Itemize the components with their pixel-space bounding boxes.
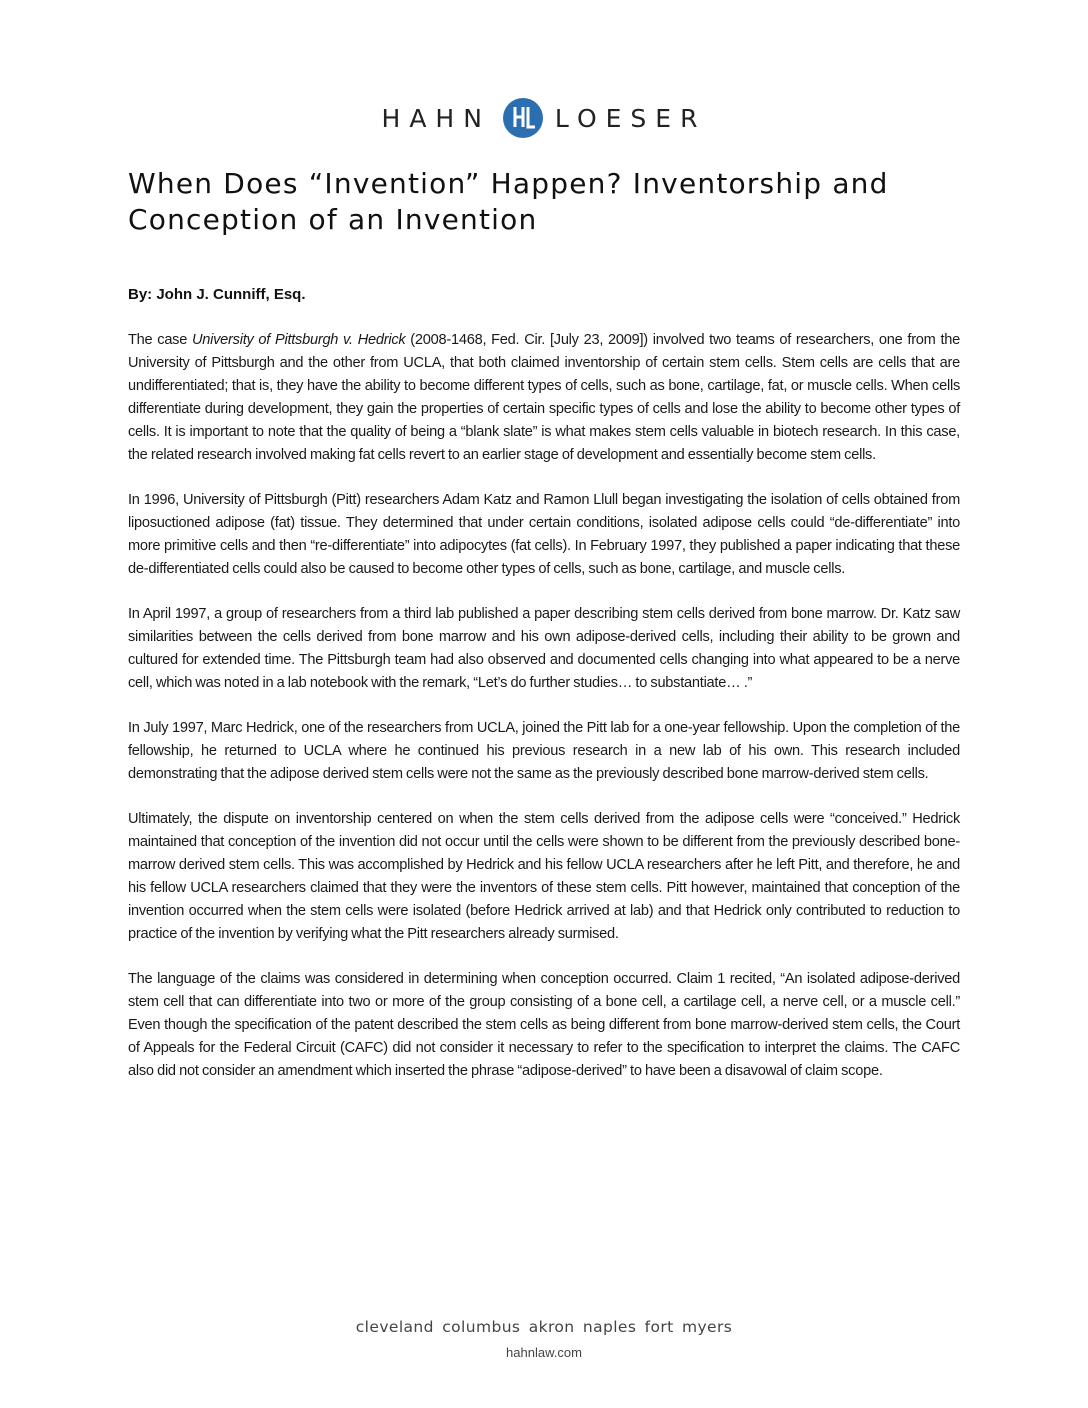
case-name: University of Pittsburgh v. Hedrick: [191, 332, 406, 348]
firm-logo: [0, 96, 1088, 140]
paragraph-2: In 1996, University of Pittsburgh (Pitt) researchers Adam Katz and Ramon Llull began investigating the isolation of cells obtained from liposuctioned adipose (fat) tissue. They determined that under certain conditions, isolated adipose cells could “de-differentiate” into more primitive cells and then “re-differentiate” into adipocytes (fat cells). In February 1997, they published a paper indicating that these de-differentiated cells could also be caused to become other types of cells, such as bone, cartilage, and muscle cells.: [128, 492, 960, 577]
article-body: [128, 329, 960, 1105]
paragraph-4: In July 1997, Marc Hedrick, one of the researchers from UCLA, joined the Pitt lab for a one-year fellowship. Upon the completion of the fellowship, he returned to UCLA where he continued his previous research in a new lab of his own. This research included demonstrating that the adipose derived stem cells were not the same as the previously described bone marrow-derived stem cells.: [128, 720, 960, 782]
paragraph-1-lead: The case: [128, 332, 192, 348]
footer-office-cities: cleveland columbus akron naples fort myers: [355, 1318, 733, 1336]
logo-word-right: LOESER: [554, 103, 707, 133]
paragraph-6: The language of the claims was considered in determining when conception occurred. Claim 1 recited, “An isolated adipose-derived stem cell that can differentiate into two or more of the group consisting of a bone cell, a cartilage cell, a nerve cell, or a muscle cell.” Even though the specification of the patent described the stem cells as being different from bone marrow-derived stem cells, the Court of Appeals for the Federal Circuit (CAFC) did not consider it necessary to refer to the specification to interpret the claims. The CAFC also did not consider an amendment which inserted the phrase “adipose-derived” to have been a disavowal of claim scope.: [128, 971, 960, 1079]
hl-monogram-icon: [503, 98, 543, 138]
paragraph-1-rest: (2008-1468, Fed. Cir. [July 23, 2009]) involved two teams of researchers, one from the University of Pittsburgh and the other from UCLA, that both claimed inventorship of certain stem cells. Stem cells are cells that are undifferentiated; that is, they have the ability to become different types of cells, such as bone, cartilage, fat, or muscle cells. When cells differentiate during development, they gain the properties of certain specific types of cells and lose the ability to become other types of cells. It is important to note that the quality of being a “blank slate” is what makes stem cells valuable in biotech research. In this case, the related research involved making fat cells revert to an earlier stage of development and essentially become stem cells.: [128, 332, 960, 463]
article-byline: By: John J. Cunniff, Esq.: [128, 286, 306, 303]
footer-website: hahnlaw.com: [506, 1345, 582, 1360]
logo-word-left: HAHN: [381, 103, 491, 133]
article-title: When Does “Invention” Happen? Inventorship and Conception of an Invention: [128, 167, 889, 236]
paragraph-3: In April 1997, a group of researchers from a third lab published a paper describing stem cells derived from bone marrow. Dr. Katz saw similarities between the cells derived from bone marrow and his own adipose-derived cells, including their ability to be grown and cultured for extended time. The Pittsburgh team had also observed and documented cells changing into what appeared to be a nerve cell, which was noted in a lab notebook with the remark, “Let’s do further studies… to substantiate… .”: [128, 606, 960, 691]
paragraph-5: Ultimately, the dispute on inventorship centered on when the stem cells derived from the adipose cells were “conceived.” Hedrick maintained that conception of the invention did not occur until the cells were shown to be different from the previously described bone-marrow derived stem cells. This was accomplished by Hedrick and his fellow UCLA researchers after he left Pitt, and therefore, he and his fellow UCLA researchers claimed that they were the inventors of these stem cells. Pitt however, maintained that conception of the invention occurred when the stem cells were isolated (before Hedrick arrived at lab) and that Hedrick only contributed to reduction to practice of the invention by verifying what the Pitt researchers already surmised.: [128, 811, 960, 942]
paragraph-1: [128, 329, 960, 467]
